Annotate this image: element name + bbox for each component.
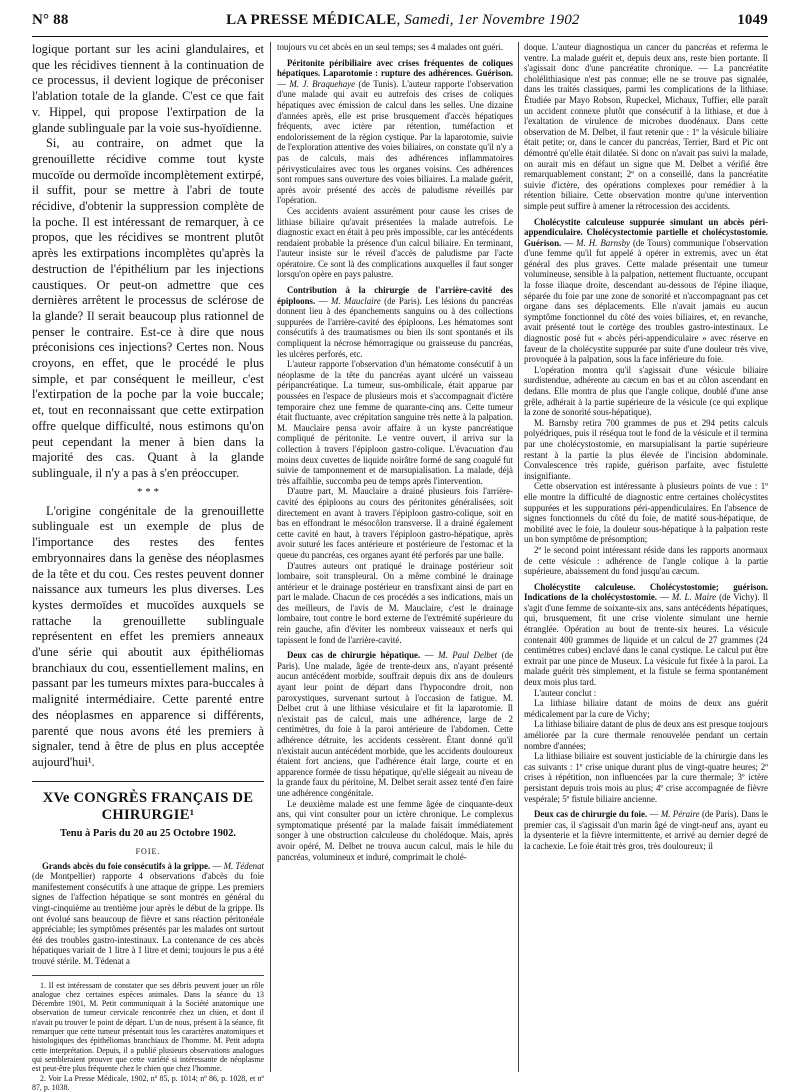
- paragraph: Si, au contraire, on admet que la grenouillette récidive comme tout kyste mucoïde ou dermoïde incomplètement extirpé, il suffit, pour se mettre à l'abri de toute récidive, d'obtenir la suppression complète de la poche. Il est intéressant de remarquer, à ce propos, que les récidives se montrent plutôt après les extirpations incomplètes qu'après la destruction de l'épithélium par les injections caustiques. Or peut-on admettre que ces dernières arrêtent le processus de sclérose de la glande? Il serait beaucoup plus rationnel de penser le contraire. Est-ce à dire que nous préconisions ces injections? Certes non. Nous croyons, en effet, que le procédé le plus simple, et par conséquent le meilleur, c'est l'extirpation de la poche par la voie buccale; et, tout en reconnaissant que cette extirpation offre quelque difficulté, nous estimons qu'on peut cependant la mener à bien dans la majorité des cas. Quant à la glande sublinguale, il n'y a pas à s'en préoccuper.: [32, 136, 264, 480]
- article-author: M. J. Braquehaye: [289, 78, 356, 89]
- journal-title: LA PRESSE MÉDICALE: [226, 12, 397, 28]
- issue-number: N° 88: [32, 12, 69, 28]
- section-separator: * * *: [137, 485, 159, 498]
- section-label: FOIE.: [135, 846, 161, 856]
- footnote: 1. Il est intéressant de constater que ses débris peuvent jouer un rôle analogue chez certaines espèces animales. Dans la séance du 13 Décembre 1901, M. Petit communiquait à la Société anatomique une observation de tumeur cervicale rencontrée chez un chien, et dont il n'avait pu trouver le point de départ. L'un de nous, présent à la séance, fit remarquer que cette tumeur présentait tous les caractères anatomiques et histologiques des épithéliomas branchiaux de l'homme. M. Petit adopta cette interprétation. Depuis, il a publié plusieurs observations analogues qui sembleraient prouver que cette variété si intéressante de néoplasme est peut-être plus fréquente chez le chien que chez l'homme.: [32, 980, 264, 1074]
- page-header: [32, 12, 768, 34]
- footnotes: [32, 975, 264, 1092]
- article-title: Péritonite péribiliaire avec crises fréquentes de coliques hépatiques. Laparotomie : rupture des adhérences. Guérison.: [277, 57, 513, 79]
- paragraph: L'auteur conclut :: [534, 687, 597, 698]
- article-author: M. Mauclaire: [331, 295, 381, 306]
- article-paragraph: Deux cas de chirurgie hépatique. — M. Paul Delbet (de Paris). Une malade, âgée de trente-deux ans, n'ayant présenté aucun antécédent morbide, souffrait depuis dix ans de douleurs ayant leur point de départ dans l'hypocondre droit, non paroxystiques, survenant surtout à l'occasion de fatigue. M. Delbet crut à une lithiase vésiculaire et fit la laparotomie. Il n'existait pas de calcul, mais une adhérence, large de 2 centimètres, du foie à la paroi antérieure de l'abdomen. Cette adhérence détruite, les accidents cessèrent. Étant donné qu'il n'existait aucun antécédent morbide, que les accidents douloureux étaient fort anciens, que l'adhérence était large, courte et en apparence formée de tissu hépatique, qu'elle siégeait au niveau de la grande faux du péritoine, M. Delbet serait assez tenté d'en faire une adhérence congénitale.: [277, 650, 514, 798]
- paragraph: La lithiase biliaire datant de plus de deux ans est presque toujours améliorée par la cure thermale renouvelée pendant un certain nombre d'années;: [524, 719, 768, 751]
- header-rule: [32, 36, 768, 37]
- paragraph: D'autres auteurs ont pratiqué le drainage postérieur soit lombaire, soit transpleural. On a même combiné le drainage antérieur et le drainage postérieur en transfixant ainsi de part en part le malade. Chacun de ces procédés a ses indications, mais un des meilleurs, de l'avis de M. Mauclaire, c'est le drainage lombaire, tout contre le bord externe de l'extrémité supérieure du rein gauche, afin d'éviter les nombreux vaisseaux et nerfs qui tapissent le fond de l'arrière-cavité.: [277, 560, 513, 645]
- paragraph: doque. L'auteur diagnostiqua un cancer du pancréas et referma le ventre. La malade guérit et, depuis deux ans, reste bien portante. Il s'agissait donc d'une pancréatite chronique. — La pancréatite cholélithiasique n'est pas connue; elle ne se trouve pas signalée, dans les traités classiques, parmi les complications de la lithiase. Étudiée par Mayo Robson, Rupeckel, Michaux, Tuffier, elle paraît un accident connexe plutôt que consécutif à la lithiase, et due à l'exaltation de virulence de microbes duodénaux. Dans cette observation de M. Delbet, il faut retenir que : 1º la vésicule biliaire était petite; or, dans le cancer du pancréas, Terrier, Bard et Pic ont démontré qu'elle était dilatée. Si donc on n'avait pas suivi la malade, on aurait mis en défaut un signe que M. Delbet a vérifié être remarquablement constant; 2º on a conseillé, dans la pancréatite suivie d'ictère, des opérations complexes pour remédier à la rétention biliaire. Cette observation montre qu'une intervention simple peut suffire à amener la rétrocession des accidents.: [524, 42, 768, 211]
- column-2: [277, 42, 513, 1072]
- article-title: Deux cas de chirurgie du foie.: [534, 809, 648, 820]
- article-text: (de Paris). Les lésions du pancréas donnent lieu à des épanchements sanguins ou à des collections suppurées de l'arrière-cavité des épiploons. Les hématomes sont consécutifs à des traumatismes ou bien ils sont spontanés et ils compliquent la nécrose hémorragique ou graisseuse du pancréas, les ulcères perforés, etc.: [277, 295, 514, 359]
- article-title: Contribution à la chirurgie de l'arrière-cavité des épiploons.: [277, 285, 513, 306]
- congress-title: XVe CONGRÈS FRANÇAIS DE CHIRURGIE¹: [32, 781, 264, 824]
- paragraph: L'auteur rapporte l'observation d'un hématome consécutif à un néoplasme de la tête du pancréas ayant ulcéré un vaisseau péripancréatique. La tumeur, sus-ombilicale, était apparue par poussées en l'espace de plusieurs mois et s'accompagnait d'ictère temporaire chez une femme de quarante-cinq ans. Cette tumeur était fluctuante, avec crépitation sanguine très nette à la palpation. M. Mauclaire pensa avoir affaire à un kyste pancréatique compliqué de péritonite. Le ventre ouvert, il arriva sur la collection à travers l'épiploon gastro-colique. L'évacuation d'au moins deux cuvettes de liquide noirâtre formé de sang coagulé fut suivie de tamponnement et de marsupialisation. La malade, déjà très affaiblie, succomba peu de temps après l'intervention.: [277, 359, 513, 486]
- article-text: (de Vichy). Il s'agit d'une femme de soixante-six ans, sans antécédents hépatiques, qui, brusquement, fit une crise violente simulant une hernie étranglée. Opération au bout de trente-six heures. La vésicule contenait 400 grammes de liquide et un calcul de 27 grammes (24 centimètres cubes) enclavé dans le canal cystique. Le calcul put être extrait par une pince de Museux. La vésicule fut fixée à la paroi. La malade guérit très simplement, et la fistule se ferma spontanément deux mois plus tard.: [524, 592, 768, 688]
- article-paragraph: Cholécystite calculeuse. Cholécystostomie; guérison. Indications de la cholécystostomie. — M. L. Maire (de Vichy). Il s'agit d'une femme de soixante-six ans, sans antécédents hépatiques, qui, brusquement, fit une crise violente simulant une hernie étranglée. Opération au bout de trente-six heures. La vésicule contenait 400 grammes de liquide et un calcul de 27 grammes (24 centimètres cubes) enclavé dans le canal cystique. Le calcul put être extrait par une pince de Museux. La vésicule fut fixée à la paroi. La malade guérit très simplement, et la fistule se ferma spontanément deux mois plus tard.: [524, 581, 768, 688]
- column-3: [524, 42, 768, 1072]
- article-text: (de Tours) communique l'observation d'une femme qu'il fut appelé à opérer in extremis, avec un état général des plus graves. Cette malade présentait une tumeur volumineuse, sensible à la palpation, nettement fluctuante, occupant la fosse iliaque droite, descendant au-dessous de l'épine iliaque, séparée du foie par une zone de sonorité et n'accompagnant pas cet organe dans ses déplacements. Elle n'avait jamais eu aucun symptôme fonctionnel du côté des voies biliaires, et, en revanche, avait présenté tout le cortège des troubles gastro-intestinaux. Le diagnostic posé fut « abcès péri-appendiculaire » avec réserve en faveur de la cholécystite suppurée par suite d'une douleur très vive, provoquée à la palpation, sous la face inférieure du foie.: [524, 237, 769, 365]
- article-paragraph: Cholécystite calculeuse suppurée simulant un abcès péri-appendiculaire. Cholécystectomie partielle et cholécystostomie. Guérison. — M. H. Barnsby (de Tours) communique l'observation d'une femme qu'il fut appelé à opérer in extremis, avec un état général des plus graves. Cette malade présentait une tumeur volumineuse, sensible à la palpation, nettement fluctuante, occupant la fosse iliaque droite, descendant au-dessous de l'épine iliaque, séparée du foie par une zone de sonorité et n'accompagnant pas cet organe dans ses déplacements. Elle n'avait jamais eu aucun symptôme fonctionnel du côté des voies biliaires, et, en revanche, avait présenté tout le cortège des troubles gastro-intestinaux. Le diagnostic posé fut « abcès péri-appendiculaire » avec réserve en faveur de la cholécystite suppurée par suite d'une douleur très vive, provoquée à la palpation, sous la face inférieure du foie.: [524, 216, 769, 365]
- article-paragraph: Grands abcès du foie consécutifs à la grippe. — M. Tédenat (de Montpellier) rapporte 4 observations d'abcès du foie manifestement consécutifs à une attaque de grippe. Les premiers signes de l'affection hépatique se sont montrés en général du vingt-cinquième au trentième jour après le début de la grippe. Ils ont évolué sans beaucoup de fièvre et sans réaction péritonéale appréciable; les symptômes présentés par les malades ont surtout été des troubles gastro-intestinaux. La contenance de ces abcès hépatiques variait de 1 litre à 1 litre et demi; toujours le pus a été trouvé stérile. M. Tédenat a: [32, 860, 264, 966]
- article-text: (de Tunis). L'auteur rapporte l'observation d'une malade qui avait eu autrefois des crises de coliques hépatiques avec émission de calcul dans les selles. Une dizaine d'années après, elle est prise brusquement d'accès hépatiques fréquents, avec ictère par rétention, tuméfaction et endolorissement de la région cystique. Par la laparotomie, suivie de l'exploration attentive des voies biliaires, on constate qu'il n'y a pas de calculs, mais des adhérences inflammatoires périvysticulaires avec tous les organes voisins. Ces adhérences sont rompues sans ouverture des voies biliaires. La malade guérit, après avoir présenté des accès de paludisme réveillés par l'opération.: [277, 78, 514, 206]
- paragraph: Cette observation est intéressante à plusieurs points de vue : 1º elle montre la difficulté de diagnostic entre certaines cholécystites suppurées et les suppurations péri-appendiculaires. En l'absence de signes fonctionnels du côté du foie, de matité sous-hépatique, de mobilité avec le foie, la douleur sous-hépatique à la palpation reste un bon symptôme de présomption;: [524, 481, 768, 545]
- paragraph: L'opération montra qu'il s'agissait d'une vésicule biliaire surdistendue, adhérente au cæcum en bas et au côlon ascendant en dedans. Elle montra de plus que l'angle colique, doublé d'une anse grêle, adhérait à la partie supérieure de la vésicule (ce qui explique la zone de sonorité sous-hépatique).: [524, 364, 768, 418]
- paragraph: D'autre part, M. Mauclaire a drainé plusieurs fois l'arrière-cavité des épiploons au cours des péritonites généralisées, soit directement en avant à travers l'épiploon gastro-colique, soit en bas en effondrant le mésocôlon transverse. Il a drainé également cette cavité en haut, à travers l'épiploon gastro-hépatique, après avoir suturé les faces antérieure et postérieure de l'estomac et la queue du pancréas, ces organes ayant été perforés par une balle.: [277, 486, 513, 560]
- article-text: (de Paris). Une malade, âgée de trente-deux ans, n'ayant présenté aucun antécédent morbide, souffrait depuis dix ans de douleurs ayant leur point de départ dans l'hypocondre droit, non paroxystiques, survenant surtout à l'occasion de fatigue. M. Delbet crut à une lithiase vésiculaire et fit la laparotomie. Il n'existait pas de calcul, mais une adhérence, large de 2 centimètres, du foie à la paroi antérieure de l'abdomen. Cette adhérence détruite, les accidents cessèrent. Étant donné qu'il n'existait aucun antécédent morbide, que les accidents douloureux étaient fort anciens, que l'adhérence était large, courte et en apparence formée de tissu hépatique, qu'elle siégeait au niveau de la grande faux du péritoine, M. Delbet serait assez tenté d'en faire une adhérence congénitale.: [277, 650, 514, 798]
- column-1: [32, 42, 264, 1092]
- article-title: Grands abcès du foie consécutifs à la grippe.: [42, 860, 211, 871]
- article-title: Cholécystite calculeuse. Cholécystostomie; guérison. Indications de la cholécystostomie.: [524, 581, 768, 603]
- paragraph: toujours vu cet abcès en un seul temps; ses 4 malades ont guéri.: [277, 42, 504, 52]
- journal-title-line: [226, 12, 579, 29]
- paragraph: La lithiase biliaire datant de moins de deux ans guérit médicalement par la cure de Vichy;: [524, 698, 768, 719]
- article-author: M. Tédenat: [223, 860, 264, 871]
- column-divider-1: [270, 42, 271, 1072]
- article-title: Cholécystite calculeuse suppurée simulant un abcès péri-appendiculaire. Cholécystectomie partielle et cholécystostomie. Guérison.: [524, 216, 768, 248]
- paragraph: L'origine congénitale de la grenouillette sublinguale est un exemple de plus de l'importance des restes des fentes embryonnaires dans la genèse des néoplasmes de la tête et du cou. Ces restes peuvent donner naissance aux tumeurs les plus diverses. Les kystes dermoïdes et mucoïdes auxquels se rattache la grenouillette sublinguale représentent en effet les premiers anneaux d'une série qui aboutit aux épithéliomas branchiaux du cou, essentiellement malins, en passant par les tumeurs mixtes para-buccales à malignité intermédiaire. Cette parenté entre des néoplasmes en apparence si différents, parenté que nous avons été les premiers à signaler, tend à être de plus en plus acceptée aujourd'hui¹.: [32, 503, 264, 769]
- paragraph: Ces accidents avaient assurément pour cause les crises de lithiase biliaire qu'avait présentées la malade autrefois. Le diagnostic exact en était à peu près impossible, car les antécédents rendaient probable la présence d'un calcul biliaire. En terminant, l'auteur insiste sur le réveil d'accès de paludisme par l'acte opératoire. Ce sont là des complications auxquelles il faut songer lorsqu'on opère en pays palustre.: [277, 205, 513, 280]
- article-paragraph: Contribution à la chirurgie de l'arrière-cavité des épiploons. — M. Mauclaire (de Paris). Les lésions du pancréas donnent lieu à des épanchements sanguins ou à des collections suppurées de l'arrière-cavité des épiploons. Les hématomes sont consécutifs à des traumatismes ou bien ils sont spontanés et ils compliquent la nécrose hémorragique ou graisseuse du pancréas, les ulcères perforés, etc.: [277, 285, 514, 359]
- paragraph: 2º le second point intéressant réside dans les rapports anormaux de cette vésicule : adhérence de l'angle colique à la partie supérieure, abaissement du fond jusqu'au cæcum.: [524, 544, 768, 577]
- paragraph: Le deuxième malade est une femme âgée de cinquante-deux ans, qui vint consulter pour un ictère chronique. Le complexus symptomatique présenté par la malade faisait immédiatement songer à une obstruction calculeuse du cholédoque. Mais, après avoir opéré, M. Delbet ne trouva aucun calcul, mais le hile du pancréas, volumineux et induré, comprimait le cholé-: [277, 798, 513, 862]
- column-divider-2: [518, 42, 519, 1072]
- paragraph: logique portant sur les acini glandulaires, et que les récidives tiennent à la continuation de ce processus, il devient logique de préconiser l'ablation totale de la glande. C'est ce que fait v. Hippel, qui propose l'extirpation de la glande sublinguale par la voie sus-hyoïdienne.: [32, 42, 264, 135]
- issue-date: , Samedi, 1er Novembre 1902: [396, 12, 580, 28]
- page-number: 1049: [737, 12, 768, 28]
- article-author: M. L. Maire: [671, 592, 717, 603]
- article-author: M. H. Barnsby: [576, 237, 630, 248]
- article-author: M. Paul Delbet: [438, 650, 498, 661]
- article-text: (de Montpellier) rapporte 4 observations d'abcès du foie manifestement consécutifs à une attaque de grippe. Les premiers signes de l'affection hépatique se sont montrés en général du vingt-cinquième au trentième jour après le début de la grippe. Ils ont évolué sans beaucoup de fièvre et sans réaction péritonéale appréciable; les symptômes présentés par les malades ont surtout été des troubles gastro-intestinaux. La contenance de ces abcès hépatiques variait de 1 litre à 1 litre et demi; toujours le pus a été trouvé stérile. M. Tédenat a: [32, 871, 264, 966]
- paragraph: La lithiase biliaire est souvent justiciable de la chirurgie dans les cas suivants : 1º crise unique durant plus de vingt-quatre heures; 2º crises à répétition, non influencées par la cure thermale; 3º ictère persistant depuis trois mois au plus; 4º crise accompagnée de fièvre vespérale; 5º fistule biliaire ancienne.: [524, 751, 768, 804]
- article-paragraph: Péritonite péribiliaire avec crises fréquentes de coliques hépatiques. Laparotomie : rupture des adhérences. Guérison. — M. J. Braquehaye (de Tunis). L'auteur rapporte l'observation d'une malade qui avait eu autrefois des crises de coliques hépatiques avec émission de calcul dans les selles. Une dizaine d'années après, elle est prise brusquement d'accès hépatiques fréquents, avec ictère par rétention, tuméfaction et endolorissement de la région cystique. Par la laparotomie, suivie de l'exploration attentive des voies biliaires, on constate qu'il n'y a pas de calculs, mais des adhérences inflammatoires périvysticulaires avec tous les organes voisins. Ces adhérences sont rompues sans ouverture des voies biliaires. La malade guérit, après avoir présenté des accès de paludisme réveillés par l'opération.: [277, 57, 514, 206]
- footnote: 2. Voir La Presse Médicale, 1902, nº 85, p. 1014; nº 86, p. 1028, et nº 87, p. 1038.: [32, 1073, 264, 1092]
- article-paragraph: Deux cas de chirurgie du foie. — M. Péraire (de Paris). Dans le premier cas, il s'agissait d'un marin âgé de vingt-neuf ans, ayant eu la dysenterie et la fièvre intermittente, et arrivé au dernier degré de la cachexie. Le foie était très gros, très douloureux; il: [524, 809, 768, 851]
- article-text: (de Paris). Dans le premier cas, il s'agissait d'un marin âgé de vingt-neuf ans, ayant eu la dysenterie et la fièvre intermittente, et arrivé au dernier degré de la cachexie. Le foie était très gros, très douloureux; il: [524, 809, 768, 851]
- paragraph: M. Barnsby retira 700 grammes de pus et 294 petits calculs polyédriques, puis il réséqua tout le fond de la vésicule et il termina par une cholécystostomie, en marsupialisant la partie supérieure restant à la partie la plus élevée de l'incision abdominale. Convalescence très rapide, guérison parfaite, avec fistulette insignifiante.: [524, 417, 768, 481]
- article-author: M. Péraire: [660, 809, 700, 820]
- article-title: Deux cas de chirurgie hépatique.: [287, 650, 421, 661]
- congress-subtitle: Tenu à Paris du 20 au 25 Octobre 1902.: [60, 827, 236, 839]
